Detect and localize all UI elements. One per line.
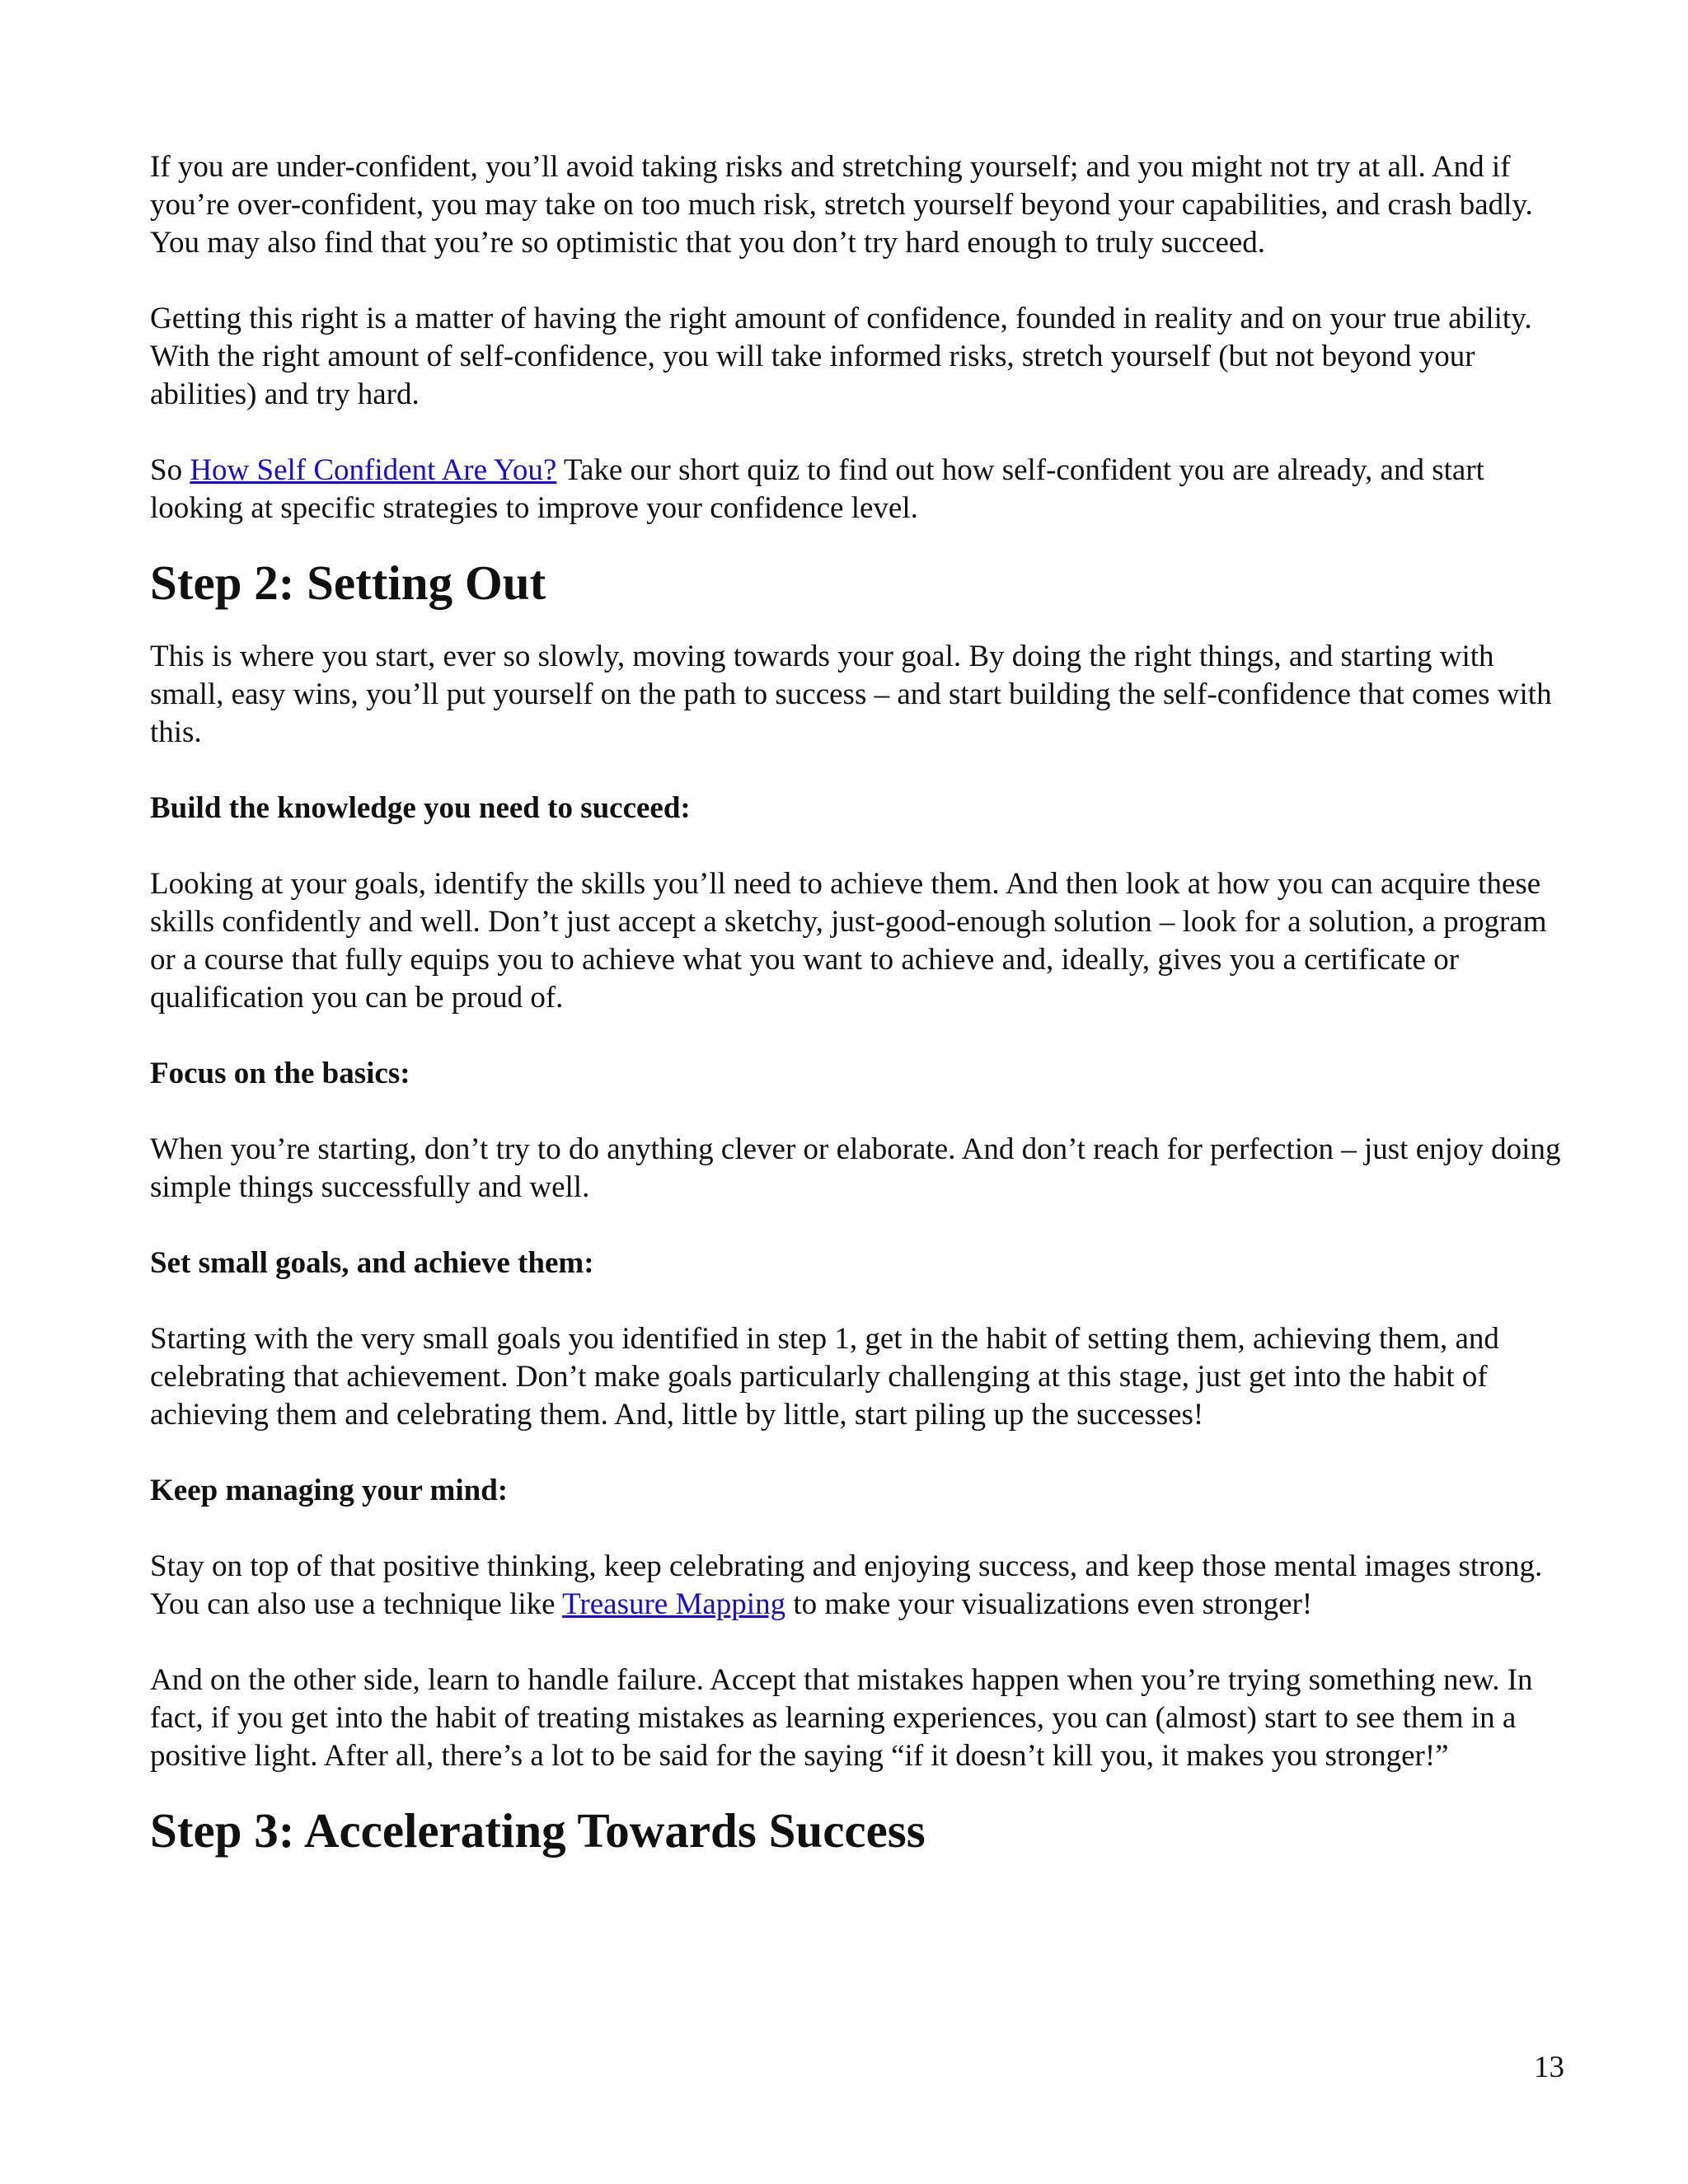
small-goals-subheading: Set small goals, and achieve them: <box>150 1246 594 1280</box>
failure-paragraph: And on the other side, learn to handle failure. Accept that mistakes happen when you’re trying something new. In fact, if you get into the habit of treating mistakes as learning experiences, you can (almost) start to see them in a positive light. After all, there’s a lot to be said for the saying “if it doesn’t kill you, it makes you stronger!” <box>150 1663 1533 1773</box>
knowledge-subheading: Build the knowledge you need to succeed: <box>150 791 691 825</box>
managing-mind-lead: Stay on top of that positive thinking, keep celebrating and enjoying success, and keep those mental images strong. You can also use a technique like <box>150 1549 1543 1621</box>
intro-paragraph-3-tail: Take our short quiz to find out how self-confident you are already, and start looking at specific strategies to improve your confidence level. <box>150 453 1484 525</box>
intro-paragraph-3-lead: So <box>150 453 190 487</box>
quiz-link[interactable]: How Self Confident Are You? <box>190 453 557 487</box>
intro-paragraph-3 <box>150 452 1568 527</box>
basics-paragraph: When you’re starting, don’t try to do anything clever or elaborate. And don’t reach for perfection – just enjoy doing simple things successfully and well. <box>150 1132 1561 1204</box>
page-number: 13 <box>1534 2050 1564 2084</box>
step-3-heading: Step 3: Accelerating Towards Success <box>150 1803 926 1858</box>
small-goals-paragraph: Starting with the very small goals you identified in step 1, get in the habit of setting them, achieving them, and celebrating that achievement. Don’t make goals particularly challenging at this stage, just get into the habit of achieving them and celebrating them. And, little by little, start piling up the successes! <box>150 1322 1499 1432</box>
step-2-intro: This is where you start, ever so slowly, moving towards your goal. By doing the right things, and starting with small, easy wins, you’ll put yourself on the path to success – and start building the self-confidence that comes with this. <box>150 640 1552 749</box>
managing-mind-tail: to make your visualizations even stronger! <box>785 1587 1313 1621</box>
knowledge-paragraph: Looking at your goals, identify the skills you’ll need to achieve them. And then look at how you can acquire these skills confidently and well. Don’t just accept a sketchy, just-good-enough solution – look for a solution, a program or a course that fully equips you to achieve what you want to achieve and, ideally, gives you a certificate or qualification you can be proud of. <box>150 867 1547 1015</box>
page-content <box>150 148 1568 1859</box>
managing-mind-paragraph <box>150 1548 1568 1624</box>
intro-paragraph-2: Getting this right is a matter of having the right amount of confidence, founded in reality and on your true ability. With the right amount of self-confidence, you will take informed risks, stretch yourself (but not beyond your abilities) and try hard. <box>150 302 1532 411</box>
step-2-heading: Step 2: Setting Out <box>150 555 546 610</box>
basics-subheading: Focus on the basics: <box>150 1057 410 1090</box>
managing-mind-subheading: Keep managing your mind: <box>150 1474 509 1507</box>
intro-paragraph-1: If you are under-confident, you’ll avoid taking risks and stretching yourself; and you might not try at all. And if you’re over-confident, you may take on too much risk, stretch yourself beyond your capabilities, and crash badly. You may also find that you’re so optimistic that you don’t try hard enough to truly succeed. <box>150 150 1533 260</box>
treasure-mapping-link[interactable]: Treasure Mapping <box>562 1587 786 1621</box>
